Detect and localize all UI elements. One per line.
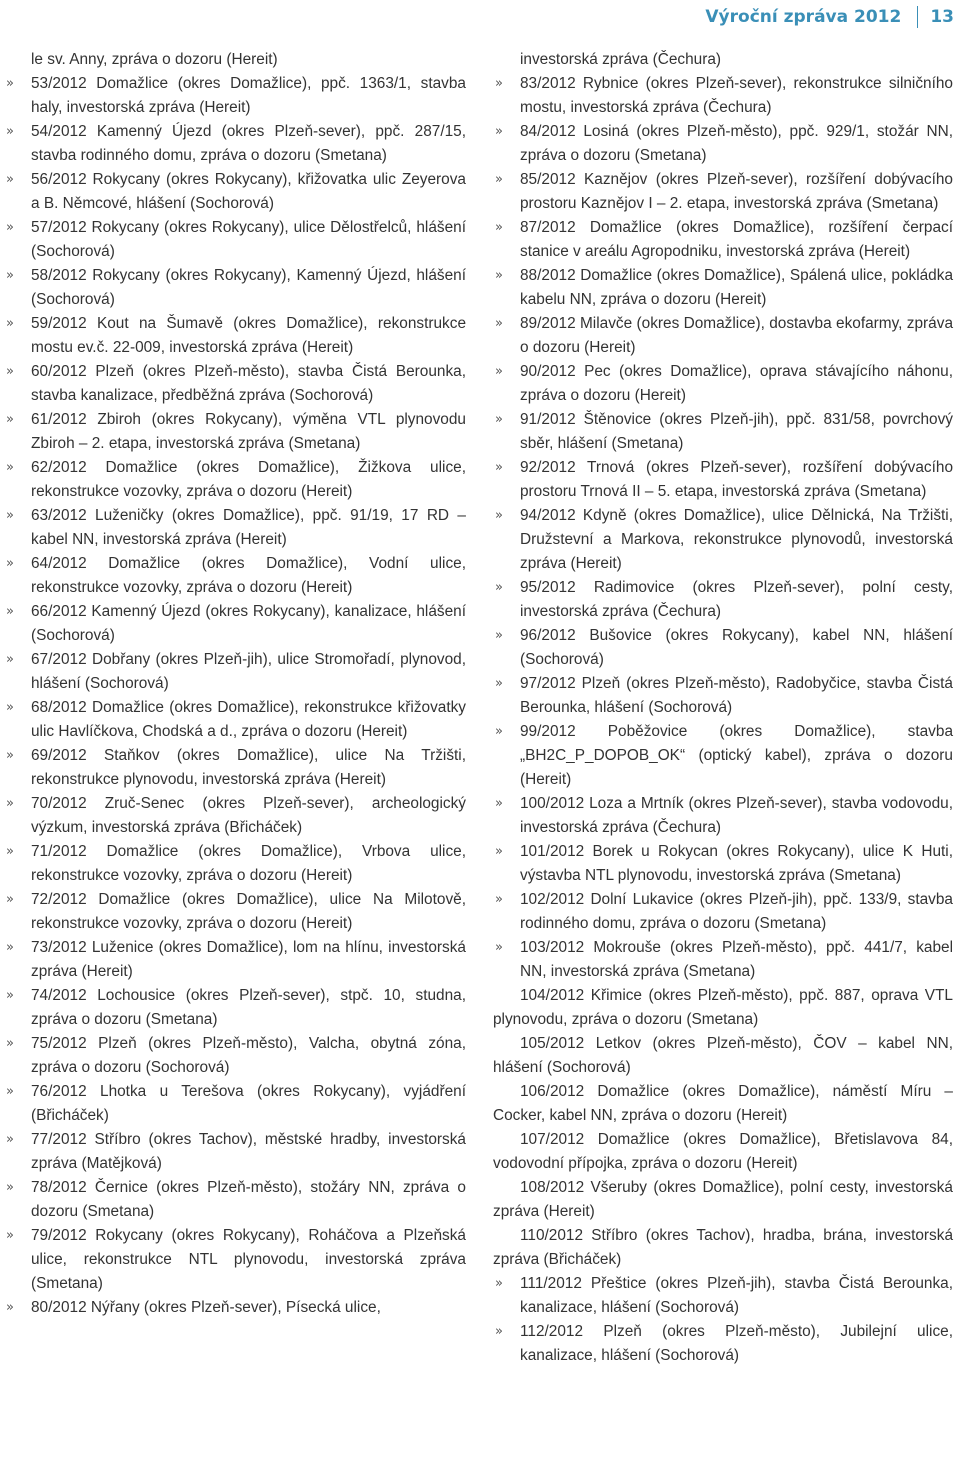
bullet-icon: » [6,556,14,571]
list-item [493,72,953,120]
list-item-text: 108/2012 Všeruby (okres Domažlice), polní cesty, investorská zpráva (Hereit) [493,1179,953,1220]
bullet-icon: » [6,1300,14,1315]
list-item [493,1032,953,1080]
list-item [493,48,953,72]
list-item-text: le sv. Anny, zpráva o dozoru (Hereit) [31,51,278,68]
bullet-icon: » [6,700,14,715]
list-item-text: 94/2012 Kdyně (okres Domažlice), ulice Dělnická, Na Tržišti, Družstevní a Markova, rekonstrukce plynovodů, investorská zpráva (Hereit) [520,507,953,572]
bullet-icon: » [6,220,14,235]
list-item [4,888,466,936]
bullet-icon: » [6,748,14,763]
list-item-text: 90/2012 Pec (okres Domažlice), oprava stávajícího náhonu, zpráva o dozoru (Hereit) [520,363,953,404]
list-item [4,1128,466,1176]
list-item-text: 105/2012 Letkov (okres Plzeň-město), ČOV – kabel NN, hlášení (Sochorová) [493,1035,953,1076]
page-header [705,4,954,30]
list-item-text: 111/2012 Přeštice (okres Plzeň-jih), stavba Čistá Berounka, kanalizace, hlášení (Sochorová) [520,1275,953,1316]
left-column [4,48,466,1320]
list-item [4,696,466,744]
page-number: 13 [930,7,954,27]
list-item-text: 99/2012 Poběžovice (okres Domažlice), stavba „BH2C_P_DOPOB_OK“ (optický kabel), zpráva o dozoru (Hereit) [520,723,953,788]
list-item [4,72,466,120]
bullet-icon: » [6,940,14,955]
bullet-icon: » [495,1276,503,1291]
list-item [493,216,953,264]
list-item [4,120,466,168]
list-item-text: 68/2012 Domažlice (okres Domažlice), rekonstrukce křižovatky ulic Havlíčkova, Chodská a d., zpráva o dozoru (Hereit) [31,699,466,740]
list-item-text: 74/2012 Lochousice (okres Plzeň-sever), stpč. 10, studna, zpráva o dozoru (Smetana) [31,987,466,1028]
list-item-text: 56/2012 Rokycany (okres Rokycany), křižovatka ulic Zeyerova a B. Němcové, hlášení (Sochorová) [31,171,466,212]
bullet-icon: » [495,364,503,379]
bullet-icon: » [495,796,503,811]
list-item-text: 72/2012 Domažlice (okres Domažlice), ulice Na Milotově, rekonstrukce vozovky, zpráva o dozoru (Hereit) [31,891,466,932]
list-item [4,792,466,840]
bullet-icon: » [495,1324,503,1339]
list-item [493,1320,953,1368]
bullet-icon: » [6,316,14,331]
list-item [493,720,953,792]
bullet-icon: » [6,1084,14,1099]
list-item-text: 76/2012 Lhotka u Terešova (okres Rokycany), vyjádření (Břicháček) [31,1083,466,1124]
list-item [493,984,953,1032]
bullet-icon: » [6,1180,14,1195]
list-item-text: 106/2012 Domažlice (okres Domažlice), náměstí Míru – Cocker, kabel NN, zpráva o dozoru (Hereit) [493,1083,953,1124]
list-item-text: 54/2012 Kamenný Újezd (okres Plzeň-sever), ppč. 287/15, stavba rodinného domu, zpráva o dozoru (Smetana) [31,123,466,164]
list-item [4,1176,466,1224]
list-item [493,264,953,312]
bullet-icon: » [6,652,14,667]
list-item-text: 97/2012 Plzeň (okres Plzeň-město), Radobyčice, stavba Čistá Berounka, hlášení (Sochorová) [520,675,953,716]
list-item [493,168,953,216]
list-item [4,840,466,888]
bullet-icon: » [6,460,14,475]
list-item-text: 61/2012 Zbiroh (okres Rokycany), výměna VTL plynovodu Zbiroh – 2. etapa, investorská zpráva (Smetana) [31,411,466,452]
right-column [493,48,953,1368]
list-item-text: 79/2012 Rokycany (okres Rokycany), Roháčova a Plzeňská ulice, rekonstrukce NTL plynovodu, investorská zpráva (Smetana) [31,1227,466,1292]
bullet-icon: » [495,172,503,187]
list-item-text: 77/2012 Stříbro (okres Tachov), městské hradby, investorská zpráva (Matějková) [31,1131,466,1172]
list-item-text: 100/2012 Loza a Mrtník (okres Plzeň-sever), stavba vodovodu, investorská zpráva (Čechura) [520,795,953,836]
list-item [493,408,953,456]
bullet-icon: » [6,76,14,91]
list-item [4,312,466,360]
bullet-icon: » [495,892,503,907]
bullet-icon: » [6,364,14,379]
list-item [4,360,466,408]
list-item [4,48,466,72]
list-item [493,312,953,360]
list-item [4,936,466,984]
bullet-icon: » [495,460,503,475]
list-item-text: 64/2012 Domažlice (okres Domažlice), Vodní ulice, rekonstrukce vozovky, zpráva o dozoru (Hereit) [31,555,466,596]
list-item [493,1080,953,1128]
bullet-icon: » [495,316,503,331]
bullet-icon: » [495,724,503,739]
list-item-text: 85/2012 Kaznějov (okres Plzeň-sever), rozšíření dobývacího prostoru Kaznějov I – 2. etapa, investorská zpráva (Smetana) [520,171,953,212]
list-item [4,1296,466,1320]
list-item [493,1176,953,1224]
bullet-icon: » [6,268,14,283]
list-item-text: 103/2012 Mokrouše (okres Plzeň-město), ppč. 441/7, kabel NN, investorská zpráva (Smetana) [520,939,953,980]
list-item [493,456,953,504]
list-item [493,888,953,936]
bullet-icon: » [495,940,503,955]
bullet-icon: » [6,988,14,1003]
list-item-text: 71/2012 Domažlice (okres Domažlice), Vrbova ulice, rekonstrukce vozovky, zpráva o dozoru (Hereit) [31,843,466,884]
list-item-text: 59/2012 Kout na Šumavě (okres Domažlice), rekonstrukce mostu ev.č. 22-009, investorská zpráva (Hereit) [31,315,466,356]
list-item [493,840,953,888]
list-item [4,456,466,504]
bullet-icon: » [495,628,503,643]
list-item [4,168,466,216]
list-item-text: 91/2012 Štěnovice (okres Plzeň-jih), ppč. 831/58, povrchový sběr, hlášení (Smetana) [520,411,953,452]
list-item [4,984,466,1032]
list-item-text: 107/2012 Domažlice (okres Domažlice), Břetislavova 84, vodovodní přípojka, zpráva o dozoru (Hereit) [493,1131,953,1172]
report-title: Výroční zpráva 2012 [705,7,902,27]
list-item [4,744,466,792]
list-item-text: 70/2012 Zruč-Senec (okres Plzeň-sever), archeologický výzkum, investorská zpráva (Břicháček) [31,795,466,836]
list-item [4,504,466,552]
list-item [493,672,953,720]
list-item-text: 84/2012 Losiná (okres Plzeň-město), ppč. 929/1, stožár NN, zpráva o dozoru (Smetana) [520,123,953,164]
list-item [4,1224,466,1296]
list-item-text: 88/2012 Domažlice (okres Domažlice), Spálená ulice, pokládka kabelu NN, zpráva o dozoru (Hereit) [520,267,953,308]
list-item-text: 62/2012 Domažlice (okres Domažlice), Žižkova ulice, rekonstrukce vozovky, zpráva o dozoru (Hereit) [31,459,466,500]
list-item [493,1128,953,1176]
header-divider [917,6,918,28]
bullet-icon: » [495,508,503,523]
list-item [493,1224,953,1272]
list-item-text: 110/2012 Stříbro (okres Tachov), hradba, brána, investorská zpráva (Břicháček) [493,1227,953,1268]
bullet-icon: » [495,124,503,139]
bullet-icon: » [6,1132,14,1147]
list-item-text: 104/2012 Křimice (okres Plzeň-město), ppč. 887, oprava VTL plynovodu, zpráva o dozoru (Smetana) [493,987,953,1028]
list-item-text: 67/2012 Dobřany (okres Plzeň-jih), ulice Stromořadí, plynovod, hlášení (Sochorová) [31,651,466,692]
list-item [493,504,953,576]
bullet-icon: » [495,76,503,91]
list-item-text: 87/2012 Domažlice (okres Domažlice), rozšíření čerpací stanice v areálu Agropodniku, investorská zpráva (Hereit) [520,219,953,260]
list-item [493,360,953,408]
bullet-icon: » [6,172,14,187]
list-item-text: investorská zpráva (Čechura) [520,51,722,68]
list-item [493,936,953,984]
bullet-icon: » [6,1036,14,1051]
bullet-icon: » [495,220,503,235]
list-item-text: 73/2012 Luženice (okres Domažlice), lom na hlínu, investorská zpráva (Hereit) [31,939,466,980]
list-item [493,792,953,840]
list-item [493,1272,953,1320]
list-item-text: 83/2012 Rybnice (okres Plzeň-sever), rekonstrukce silničního mostu, investorská zpráva (Čechura) [520,75,953,116]
list-item-text: 92/2012 Trnová (okres Plzeň-sever), rozšíření dobývacího prostoru Trnová II – 5. etapa, investorská zpráva (Smetana) [520,459,953,500]
bullet-icon: » [495,844,503,859]
list-item-text: 112/2012 Plzeň (okres Plzeň-město), Jubilejní ulice, kanalizace, hlášení (Sochorová) [520,1323,953,1364]
list-item-text: 63/2012 Luženičky (okres Domažlice), ppč. 91/19, 17 RD – kabel NN, investorská zpráva (Hereit) [31,507,466,548]
bullet-icon: » [495,676,503,691]
list-item-text: 95/2012 Radimovice (okres Plzeň-sever), polní cesty, investorská zpráva (Čechura) [520,579,953,620]
bullet-icon: » [6,844,14,859]
bullet-icon: » [6,796,14,811]
list-item-text: 78/2012 Černice (okres Plzeň-město), stožáry NN, zpráva o dozoru (Smetana) [31,1179,466,1220]
list-item [4,216,466,264]
list-item-text: 89/2012 Milavče (okres Domažlice), dostavba ekofarmy, zpráva o dozoru (Hereit) [520,315,953,356]
list-item-text: 80/2012 Nýřany (okres Plzeň-sever), Písecká ulice, [31,1299,381,1316]
list-item [493,576,953,624]
list-item [4,264,466,312]
bullet-icon: » [6,892,14,907]
list-item-text: 66/2012 Kamenný Újezd (okres Rokycany), kanalizace, hlášení (Sochorová) [31,603,466,644]
list-item-text: 60/2012 Plzeň (okres Plzeň-město), stavba Čistá Berounka, stavba kanalizace, předběžná zpráva (Sochorová) [31,363,466,404]
bullet-icon: » [6,604,14,619]
list-item [493,120,953,168]
list-item-text: 58/2012 Rokycany (okres Rokycany), Kamenný Újezd, hlášení (Sochorová) [31,267,466,308]
list-item-text: 53/2012 Domažlice (okres Domažlice), ppč. 1363/1, stavba haly, investorská zpráva (Hereit) [31,75,466,116]
bullet-icon: » [6,508,14,523]
list-item-text: 57/2012 Rokycany (okres Rokycany), ulice Dělostřelců, hlášení (Sochorová) [31,219,466,260]
list-item [4,600,466,648]
bullet-icon: » [495,268,503,283]
list-item [4,648,466,696]
list-item [4,1032,466,1080]
list-item [4,552,466,600]
list-item-text: 69/2012 Staňkov (okres Domažlice), ulice Na Tržišti, rekonstrukce plynovodu, investorská zpráva (Hereit) [31,747,466,788]
bullet-icon: » [495,580,503,595]
bullet-icon: » [6,124,14,139]
list-item-text: 96/2012 Bušovice (okres Rokycany), kabel NN, hlášení (Sochorová) [520,627,953,668]
list-item-text: 102/2012 Dolní Lukavice (okres Plzeň-jih), ppč. 133/9, stavba rodinného domu, zpráva o dozoru (Smetana) [520,891,953,932]
bullet-icon: » [6,1228,14,1243]
list-item [493,624,953,672]
list-item [4,1080,466,1128]
bullet-icon: » [6,412,14,427]
list-item-text: 75/2012 Plzeň (okres Plzeň-město), Valcha, obytná zóna, zpráva o dozoru (Sochorová) [31,1035,466,1076]
bullet-icon: » [495,412,503,427]
list-item [4,408,466,456]
list-item-text: 101/2012 Borek u Rokycan (okres Rokycany), ulice K Huti, výstavba NTL plynovodu, investorská zpráva (Smetana) [520,843,953,884]
